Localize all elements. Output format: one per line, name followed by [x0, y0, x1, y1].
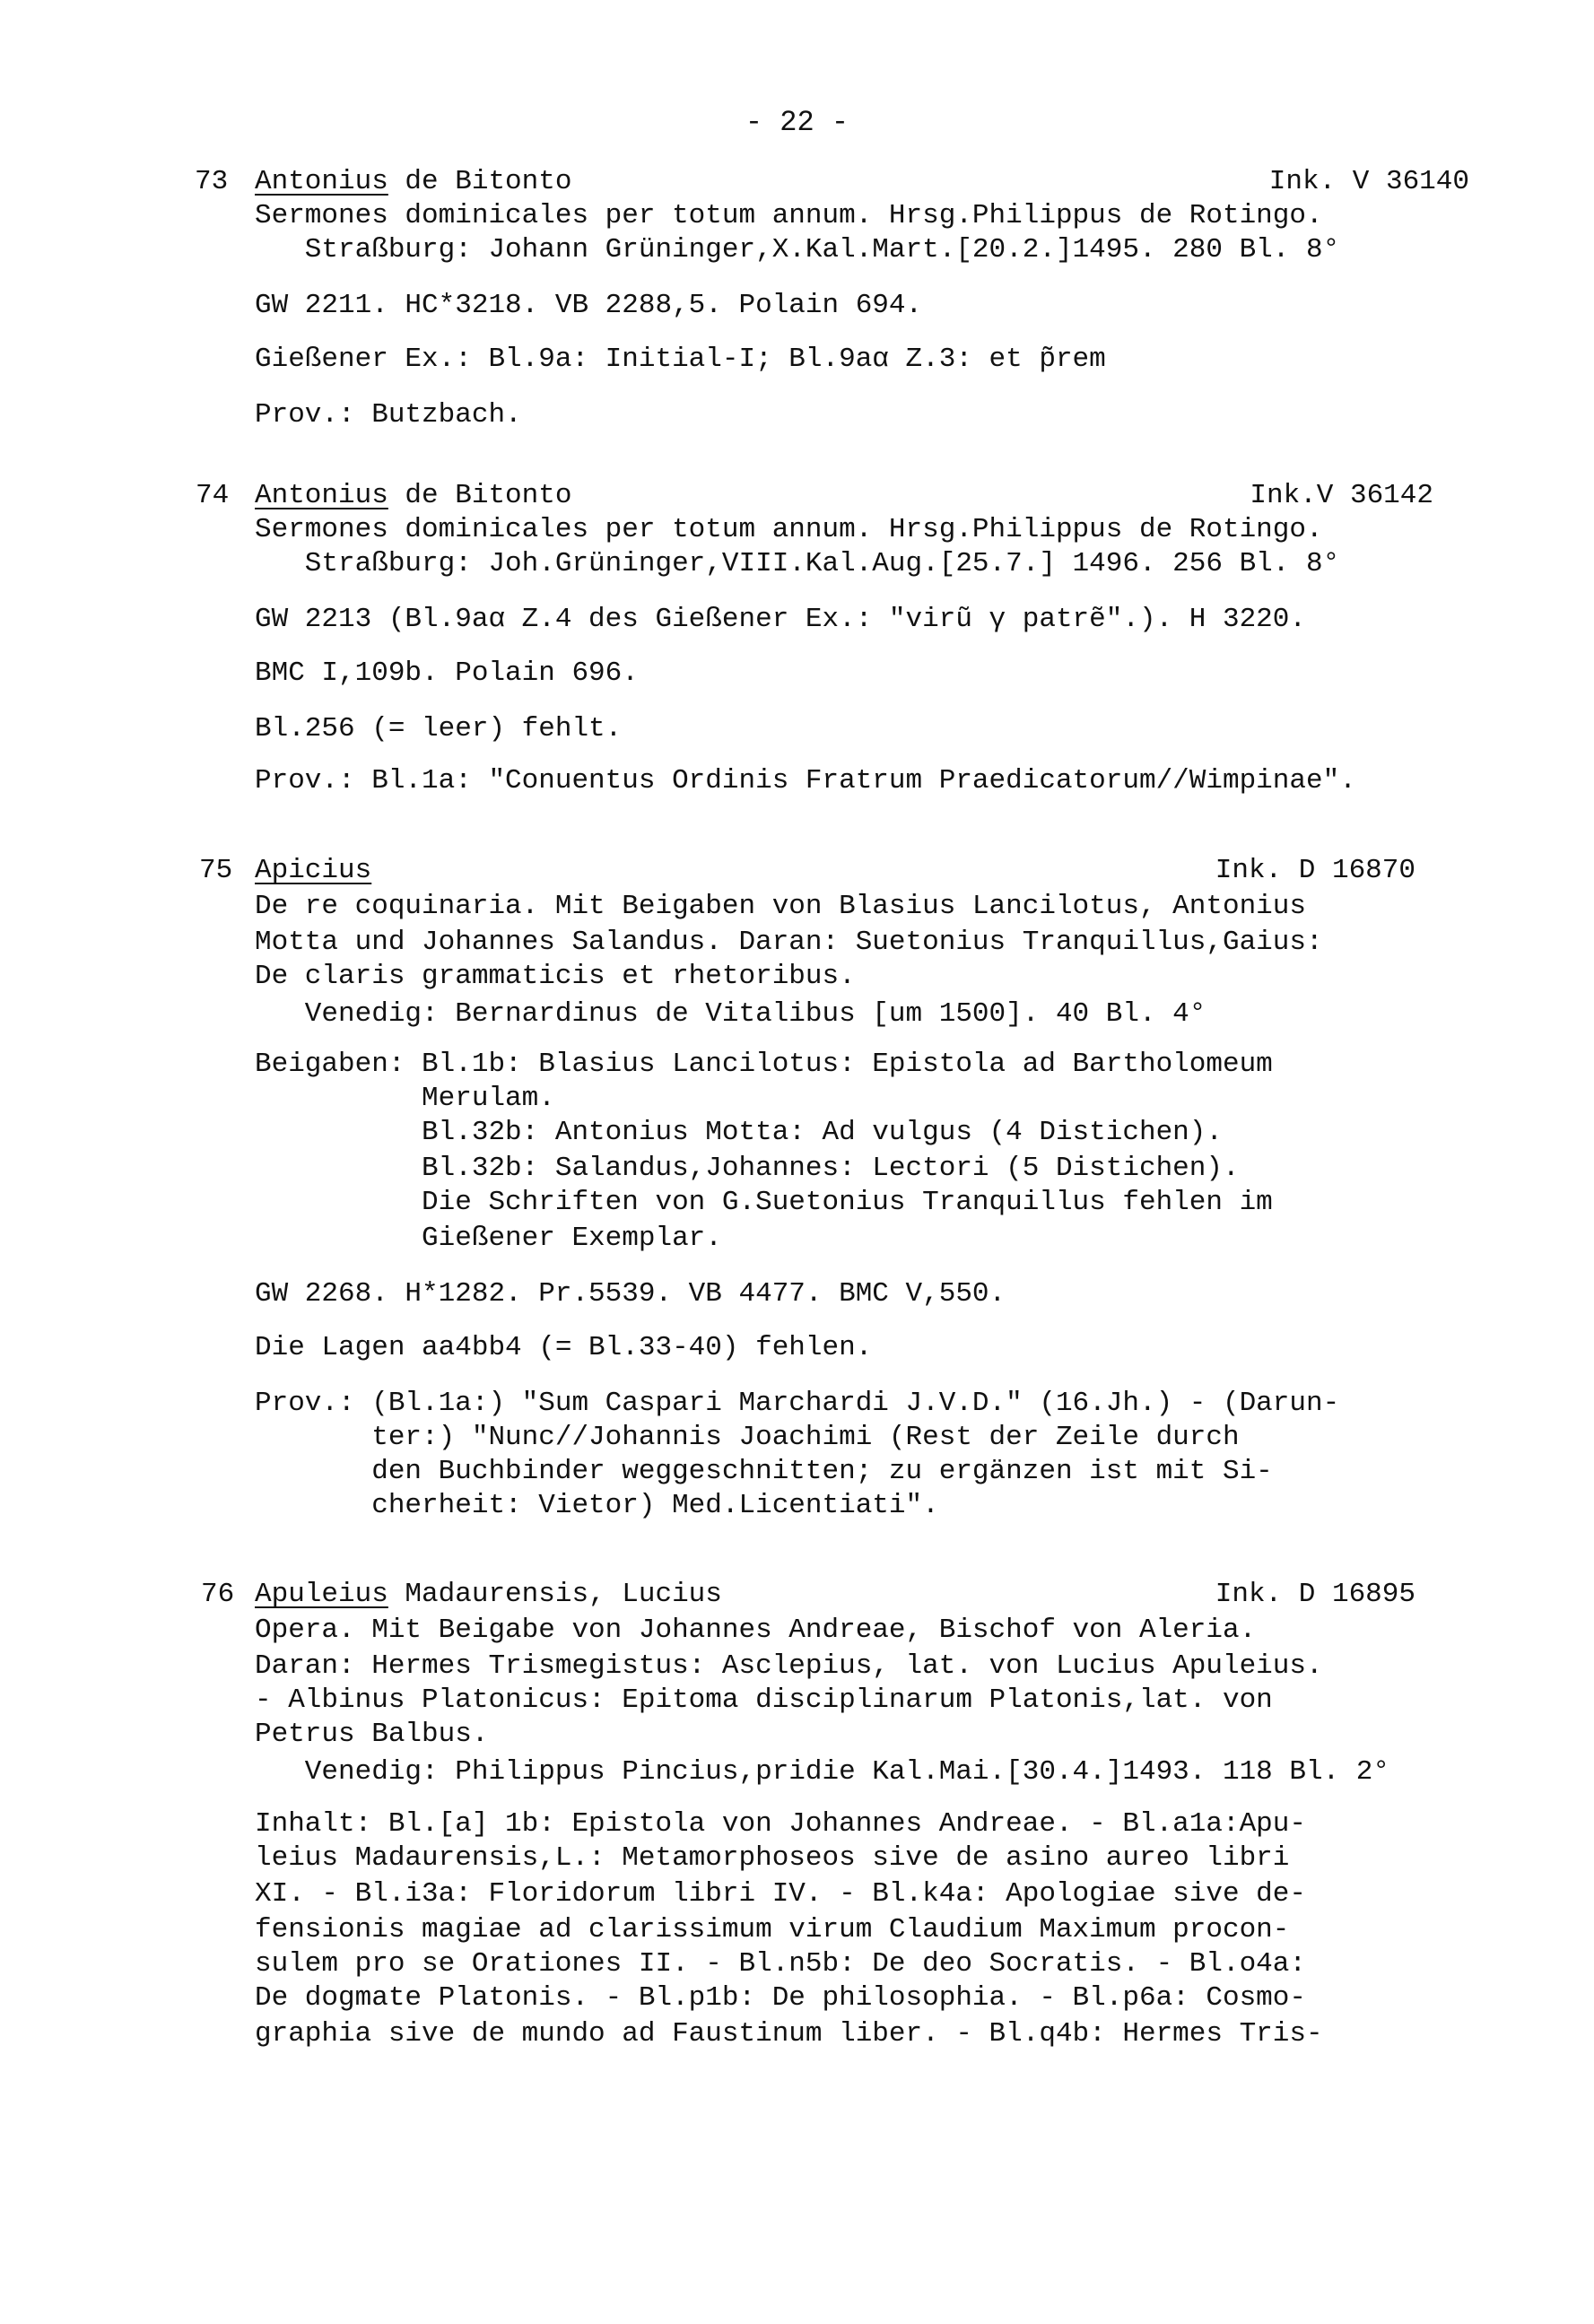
entry-line: Prov.: Bl.1a: "Conuentus Ordinis Fratrum Praedicatorum//Wimpinae". [255, 765, 1356, 796]
entry-line: Venedig: Bernardinus de Vitalibus [um 1500]. 40 Bl. 4° [255, 998, 1206, 1030]
entry-line: Bl.256 (= leer) fehlt. [255, 713, 623, 744]
author-rest: de Bitonto [388, 480, 572, 511]
entry-line: Motta und Johannes Salandus. Daran: Suetonius Tranquillus,Gaius: [255, 927, 1323, 958]
entry-line: graphia sive de mundo ad Faustinum liber. - Bl.q4b: Hermes Tris- [255, 2018, 1323, 2050]
entry-line: Prov.: (Bl.1a:) "Sum Caspari Marchardi J.V.D." (16.Jh.) - (Darun- [255, 1388, 1340, 1419]
entry-number: 73 [195, 166, 229, 197]
entry-line: Straßburg: Johann Grüninger,X.Kal.Mart.[20.2.]1495. 280 Bl. 8° [255, 234, 1340, 265]
entry-line: leius Madaurensis,L.: Metamorphoseos sive de asino aureo libri [255, 1842, 1290, 1874]
entry-line: Die Lagen aa4bb4 (= Bl.33-40) fehlen. [255, 1332, 873, 1363]
entry-line: Venedig: Philippus Pincius,pridie Kal.Mai.[30.4.]1493. 118 Bl. 2° [255, 1756, 1390, 1788]
entry-line: ter:) "Nunc//Johannis Joachimi (Rest der Zeile durch [255, 1422, 1240, 1453]
page-number: - 22 - [745, 106, 849, 139]
entry-line: De claris grammaticis et rhetoribus. [255, 961, 856, 992]
entry-number: 76 [201, 1579, 235, 1610]
shelfmark: Ink. V 36140 [1268, 166, 1469, 197]
entry-line: Gießener Ex.: Bl.9a: Initial-I; Bl.9aα Z.3: et p̃rem [255, 344, 1106, 375]
entry-line: sulem pro se Orationes II. - Bl.n5b: De deo Socratis. - Bl.o4a: [255, 1948, 1306, 1980]
entry-line: Merulam. [255, 1083, 555, 1114]
entry-line: Petrus Balbus. [255, 1719, 489, 1750]
entry-line: Sermones dominicales per totum annum. Hrsg.Philippus de Rotingo. [255, 200, 1323, 231]
entry-line: BMC I,109b. Polain 696. [255, 657, 639, 689]
entry-line: De dogmate Platonis. - Bl.p1b: De philosophia. - Bl.p6a: Cosmo- [255, 1982, 1306, 2014]
author-name: Apuleius [255, 1579, 388, 1610]
entry-line: GW 2213 (Bl.9aα Z.4 des Gießener Ex.: "virũ γ patrẽ".). H 3220. [255, 604, 1306, 635]
entry-line: Bl.32b: Salandus,Johannes: Lectori (5 Distichen). [255, 1153, 1240, 1184]
entry-line: Beigaben: Bl.1b: Blasius Lancilotus: Epistola ad Bartholomeum [255, 1049, 1273, 1080]
entry-line: Die Schriften von G.Suetonius Tranquillus fehlen im [255, 1187, 1273, 1218]
entry-line: cherheit: Vietor) Med.Licentiati". [255, 1490, 939, 1521]
entry-line: GW 2268. H*1282. Pr.5539. VB 4477. BMC V,550. [255, 1278, 1006, 1310]
entry-line: Opera. Mit Beigabe von Johannes Andreae, Bischof von Aleria. [255, 1615, 1257, 1646]
entry-line: Gießener Exemplar. [255, 1223, 722, 1254]
author-rest: de Bitonto [388, 166, 572, 197]
entry-line: - Albinus Platonicus: Epitoma disciplinarum Platonis,lat. von [255, 1684, 1273, 1716]
entry-line: De re coquinaria. Mit Beigaben von Blasius Lancilotus, Antonius [255, 891, 1306, 922]
entry-line: Inhalt: Bl.[a] 1b: Epistola von Johannes Andreae. - Bl.a1a:Apu- [255, 1808, 1306, 1840]
entry-heading [255, 166, 571, 197]
entry-line: Bl.32b: Antonius Motta: Ad vulgus (4 Distichen). [255, 1117, 1223, 1148]
entry-line: Prov.: Butzbach. [255, 399, 522, 431]
entry-line: fensionis magiae ad clarissimum virum Claudium Maximum procon- [255, 1914, 1290, 1945]
shelfmark: Ink.V 36142 [1250, 480, 1433, 511]
entry-number: 75 [199, 855, 233, 886]
entry-line: den Buchbinder weggeschnitten; zu ergänzen ist mit Si- [255, 1456, 1273, 1487]
entry-heading [255, 1579, 722, 1610]
entry-line: GW 2211. HC*3218. VB 2288,5. Polain 694. [255, 290, 923, 321]
author-name: Antonius [255, 166, 388, 197]
author-name: Antonius [255, 480, 388, 511]
entry-line: Sermones dominicales per totum annum. Hrsg.Philippus de Rotingo. [255, 514, 1323, 545]
author-name: Apicius [255, 855, 372, 886]
author-rest: Madaurensis, Lucius [388, 1579, 722, 1610]
shelfmark: Ink. D 16870 [1215, 855, 1415, 886]
shelfmark: Ink. D 16895 [1215, 1579, 1415, 1610]
entry-line: Daran: Hermes Trismegistus: Asclepius, lat. von Lucius Apuleius. [255, 1650, 1323, 1682]
entry-number: 74 [196, 480, 230, 511]
entry-heading [255, 855, 371, 886]
entry-line: Straßburg: Joh.Grüninger,VIII.Kal.Aug.[25.7.] 1496. 256 Bl. 8° [255, 548, 1340, 579]
entry-line: XI. - Bl.i3a: Floridorum libri IV. - Bl.k4a: Apologiae sive de- [255, 1878, 1306, 1910]
entry-heading [255, 480, 571, 511]
